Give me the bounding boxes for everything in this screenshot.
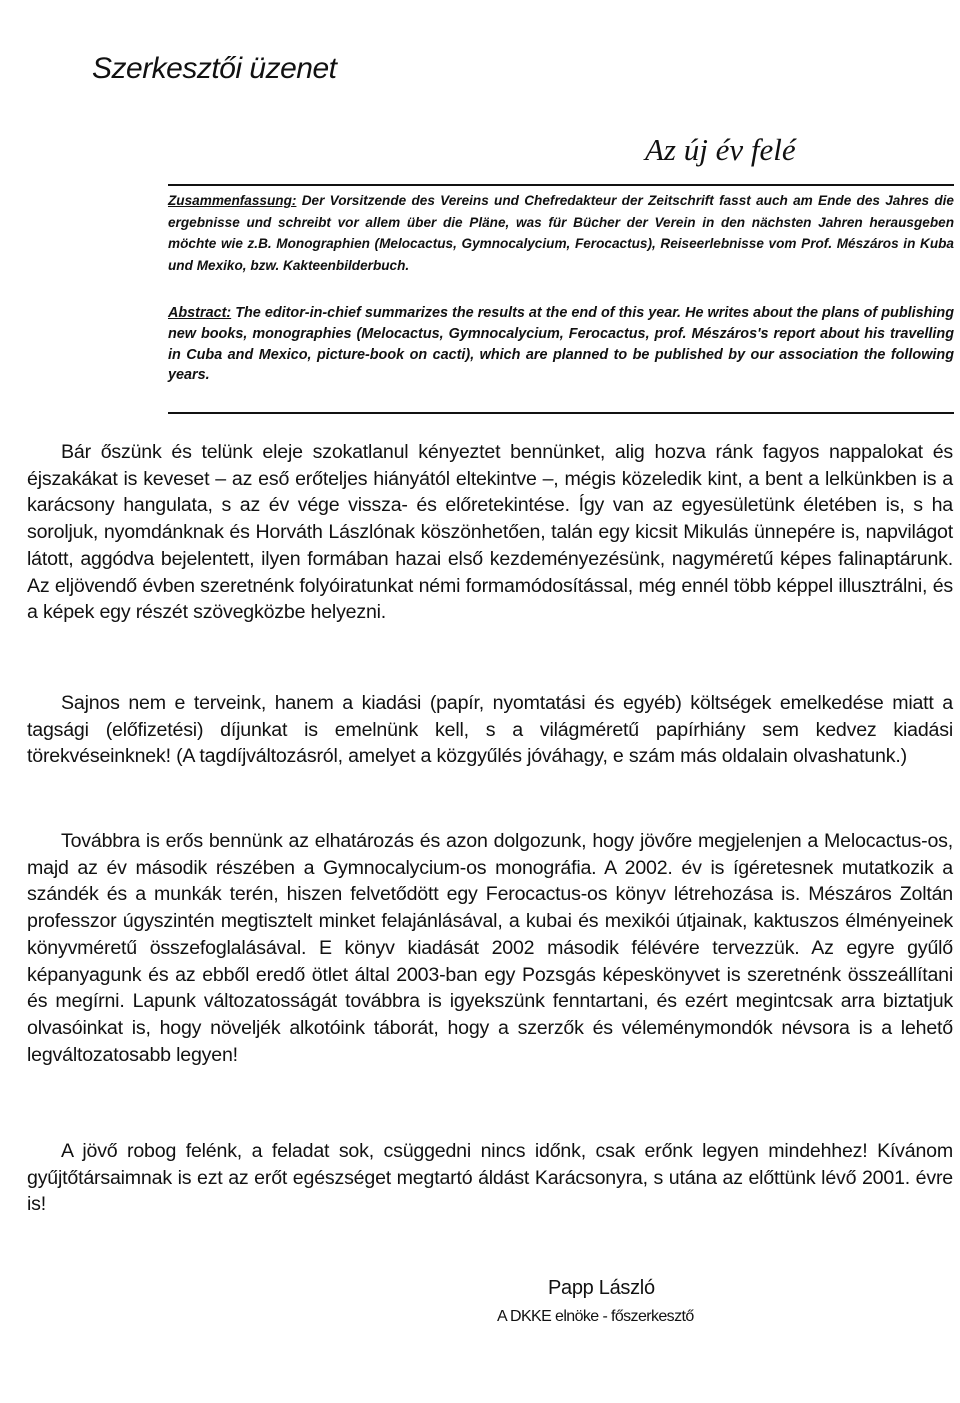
german-summary-text: Der Vorsitzende des Vereins und Chefredakteur der Zeitschrift fasst auch am Ende des Jahres die ergebnisse und schreibt vor allem über die Pläne, was für Bücher der Verein in den nächsten Jahren herausgeben möchte wie z.B. Monographien (Melocactus, Gymnocalycium, Ferocactus), Reiseerlebnisse vom Prof. Mészáros in Kuba und Mexiko, bzw. Kakteenbilderbuch.: [168, 193, 954, 273]
german-summary-label: Zusammenfassung:: [168, 193, 297, 208]
english-abstract-text: The editor-in-chief summarizes the results at the end of this year. He writes about the plans of publishing new books, monographies (Melocactus, Gymnocalycium, Ferocactus, prof. Mészáros's report about his travelling in Cuba and Mexico, picture-book on cacti), which are planned to be published by our association the following years.: [168, 305, 954, 384]
signature-role: A DKKE elnöke - főszerkesztő: [497, 1308, 694, 1325]
body-paragraph-1: [27, 439, 953, 626]
summary-top-rule: [168, 184, 954, 186]
signature-name: Papp László: [548, 1277, 655, 1299]
section-title: Szerkesztői üzenet: [92, 52, 337, 85]
article-title: Az új év felé: [645, 132, 796, 167]
body-paragraph-text: A jövő robog felénk, a feladat sok, csüggedni nincs időnk, csak erőnk legyen mindehhez! Kívánom gyűjtőtársaimnak is ezt az erőt egészséget megtartó áldást Karácsonyra, s utána az előttünk lévő 2001. évre is!: [27, 1140, 953, 1216]
body-paragraph-text: Sajnos nem e terveink, hanem a kiadási (papír, nyomtatási és egyéb) költségek emelkedése miatt a tagsági (előfizetési) díjunkat is emelnünk kell, s a világméretű papírhiány sem kedvez kiadási törekvéseinknek! (A tagdíjváltozásról, amelyet a közgyűlés jóváhagy, e szám más oldalain olvashatunk.): [27, 692, 953, 768]
body-paragraph-text: Bár őszünk és telünk eleje szokatlanul kényeztet bennünket, alig hozva ránk fagyos nappalokat és éjszakákat is keveset – az eső erőteljes hiányától eltekintve –, mégis közeledik kint, a bent a lelkünkben is a karácsony hangulata, s az év vége vissza- és előretekintése. Így van az egyesületünk életében is, s ha soroljuk, nyomdánknak és Horváth Lászlónak köszönhetően, talán egy kicsit Mikulás ünnepére is, napvilágot látott, aggódva bejelentett, ilyen formában hazai első kezdeményezésünk, nagyméretű képes falinaptárunk. Az eljövendő évben szeretnénk folyóiratunkat némi formamódosítással, még ennél több képpel illusztrálni, és a képek egy részét szövegközbe helyezni.: [27, 441, 953, 624]
body-paragraph-text: Továbbra is erős bennünk az elhatározás és azon dolgozunk, hogy jövőre megjelenjen a Melocactus-os, majd az év második részében a Gymnocalycium-os monográfia. A 2002. év is ígéretesnek mutatkozik a szándék és a munkák terén, hiszen felvetődött egy Ferocactus-os könyv létrehozása is. Mészáros Zoltán professzor úgyszintén megtisztelt minket felajánlásával, a kubai és mexikói útjainak, kaktuszos élményeinek könyvméretű összefoglalásával. E könyv kiadását 2002 második félévére tervezzük. Az egyre gyűlő képanyagunk és az ebből eredő ötlet által 2003-ban egy Pozsgás képeskönyvet is szeretnénk összeállítani és megírni. Lapunk változatosságát továbbra is igyekszünk fenntartani, és ezért megintcsak arra biztatjuk olvasóinkat is, hogy növeljék alkotóink táborát, hogy a szerzők és véleménymondók névsora is a lehető legváltozatosabb legyen!: [27, 830, 953, 1066]
english-abstract-label: Abstract:: [168, 305, 232, 321]
body-paragraph-4: [27, 1138, 953, 1218]
body-paragraph-3: [27, 828, 953, 1068]
body-paragraph-2: [27, 690, 953, 770]
summary-bottom-rule: [168, 412, 954, 414]
german-summary: [168, 190, 954, 276]
english-abstract: [168, 303, 954, 386]
